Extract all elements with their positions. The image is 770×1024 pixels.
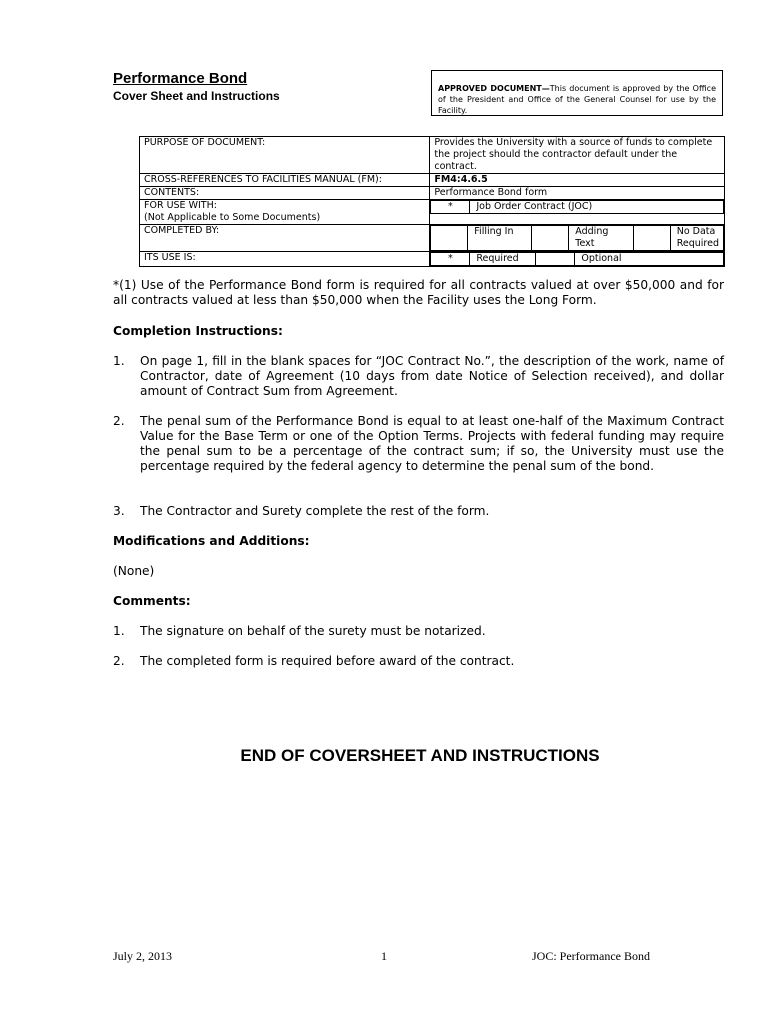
no-data-checkbox — [633, 226, 670, 251]
completion-item-text: The Contractor and Surety complete the rest of the form. — [140, 504, 490, 518]
footer-document-name: JOC: Performance Bond — [532, 949, 650, 963]
footer-page-number: 1 — [381, 949, 387, 963]
approved-document-box — [431, 70, 723, 116]
document-subtitle: Cover Sheet and Instructions — [113, 89, 280, 103]
approved-text: This document is approved by the Office of the President and Office of the General Counsel for use by the Facility. — [438, 84, 716, 115]
comments-heading: Comments: — [113, 594, 191, 608]
crossref-label: CROSS-REFERENCES TO FACILITIES MANUAL (FM): — [140, 174, 430, 187]
for-use-mark: * — [431, 201, 470, 214]
end-of-coversheet-heading: END OF COVERSHEET AND INSTRUCTIONS — [240, 746, 600, 765]
adding-text-checkbox — [532, 226, 569, 251]
contents-label: CONTENTS: — [140, 187, 430, 200]
required-label: Required — [470, 253, 536, 266]
optional-checkbox — [536, 253, 575, 266]
completion-item-number: 2. — [113, 414, 125, 428]
completion-item-text: The penal sum of the Performance Bond is equal to at least one-half of the Maximum Contract Value for the Base Term or one of the Option Terms. Projects with federal funding may require the penal sum to be a percentage of the contract sum; if so, the University must use the percentage required by the federal agency to determine the penal sum of the bond. — [140, 414, 724, 473]
approved-label: APPROVED DOCUMENT— — [438, 84, 550, 93]
footer-date: July 2, 2013 — [113, 949, 173, 963]
for-use-note: (Not Applicable to Some Documents) — [144, 212, 321, 223]
optional-label: Optional — [575, 253, 724, 266]
for-use-label: FOR USE WITH: — [144, 200, 217, 211]
document-info-table — [139, 136, 725, 267]
comment-item-number: 1. — [113, 624, 125, 638]
completion-item-number: 3. — [113, 504, 125, 518]
modifications-text: (None) — [113, 564, 155, 578]
purpose-label: PURPOSE OF DOCUMENT: — [140, 137, 430, 174]
for-use-with-cell — [140, 200, 430, 225]
comment-item-text: The signature on behalf of the surety must be notarized. — [140, 624, 486, 638]
its-use-label: ITS USE IS: — [140, 252, 430, 267]
for-use-value: Job Order Contract (JOC) — [470, 201, 724, 214]
completed-by-label: COMPLETED BY: — [140, 225, 430, 252]
purpose-value: Provides the University with a source of funds to complete the project should the contractor default under the contract. — [430, 137, 725, 174]
comment-item-text: The completed form is required before award of the contract. — [140, 654, 515, 668]
contents-value: Performance Bond form — [430, 187, 725, 200]
completion-heading: Completion Instructions: — [113, 324, 283, 338]
crossref-value: FM4:4.6.5 — [430, 174, 725, 187]
filling-in-checkbox — [431, 226, 468, 251]
comment-item-number: 2. — [113, 654, 125, 668]
no-data-label: No Data Required — [670, 226, 723, 251]
adding-text-label: Adding Text — [569, 226, 633, 251]
completion-item-text: On page 1, fill in the blank spaces for “JOC Contract No.”, the description of the work, name of Contractor, date of Agreement (10 days from date Notice of Selection received), and dollar amount of Contract Sum from Agreement. — [140, 354, 724, 398]
document-title: Performance Bond — [113, 70, 248, 87]
its-use-mark: * — [431, 253, 470, 266]
filling-in-label: Filling In — [468, 226, 532, 251]
completion-item-number: 1. — [113, 354, 125, 368]
footnote-text: *(1) Use of the Performance Bond form is required for all contracts valued at over $50,000 and for all contracts valued at less than $50,000 when the Facility uses the Long Form. — [113, 278, 724, 307]
modifications-heading: Modifications and Additions: — [113, 534, 310, 548]
